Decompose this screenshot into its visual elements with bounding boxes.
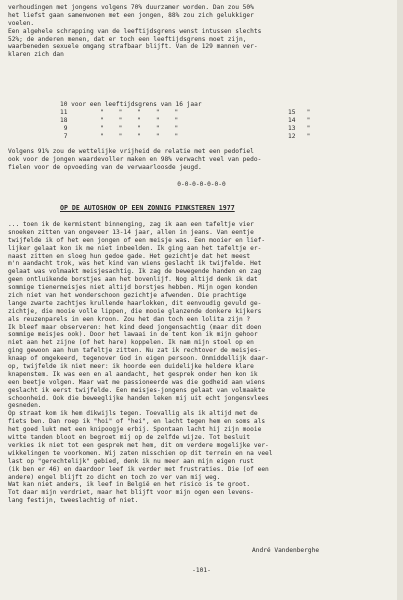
text-line: lijker gelaat kon ik me niet inbeelden. Ik ging aan het tafeltje er- xyxy=(8,244,262,252)
age-table-row xyxy=(60,125,390,133)
ditto-marks: " " " " " xyxy=(100,132,227,140)
text-line: een beetje volgen. Maar wat me passioneerde was die godheid aan wiens xyxy=(8,378,266,386)
text-line: lang festijn, tweeslachtig of niet. xyxy=(8,497,139,505)
section-separator: 0-0-0-0-0-0-0 xyxy=(177,181,226,188)
text-line: ook voor de jongen waardevoller maken en 98% verwacht veel van pedo- xyxy=(8,155,262,163)
text-line: ging gewoon aan hun tafeltje zitten. Nu zat ik rechtover de meisjes- xyxy=(8,347,262,355)
article-title: OP DE AUTOSHOW OP EEN ZONNIG PINKSTEREN 1977 xyxy=(60,204,235,212)
ditto-mark: " xyxy=(295,116,311,124)
text-line: sommige tienermeisjes niet altijd borstjes hebben. Mijn ogen konden xyxy=(8,284,258,292)
text-line: Op straat kom ik hem dikwijls tegen. Toevallig als ik altijd met de xyxy=(8,410,258,418)
age-table xyxy=(60,101,390,140)
ditto-marks: " " " " " xyxy=(100,108,227,116)
text-line: gelaat was volmaakt meisjesachtig. Ik zag de bewegende handen en zag xyxy=(8,268,262,276)
ditto-mark: " xyxy=(295,108,311,116)
age-table-row xyxy=(60,133,390,141)
age-table-count: 7 xyxy=(60,132,68,140)
text-line: 52%; de anderen menen, dat er toch een leeftijdsgrens moet zijn, xyxy=(8,35,247,43)
age-table-header xyxy=(60,101,390,109)
age-table-count: 18 xyxy=(60,116,68,124)
text-line: het goed lukt met een knipoogje erbij. Spontaan lacht hij zijn mooie xyxy=(8,426,262,434)
text-line: Volgens 91% zou de wettelijke vrijheid de relatie met een pedofiel xyxy=(8,148,254,155)
text-line: gesneden. xyxy=(8,402,42,410)
page-number: -101- xyxy=(192,567,211,574)
text-line: het liefst gaan samenwonen met een jongen, 88% zou zich gelukkiger xyxy=(8,11,254,19)
text-line: op, twijfelde ik niet meer: ik hoorde een duidelijke heldere klare xyxy=(8,363,254,371)
age-table-age: 15 xyxy=(288,108,296,116)
age-table-header-text: 10 voor een leeftijdsgrens van 16 jaar xyxy=(60,101,202,108)
text-line: last op "gerechtelijk" gebied, denk ik nu meer aan mijn eigen rust xyxy=(8,457,254,465)
age-table-age: 13 xyxy=(288,124,296,132)
age-table-count: 11 xyxy=(60,108,68,116)
text-line: Wat kan niet anders, ik leef in België en het risico is te groot. xyxy=(8,481,251,489)
age-table-row xyxy=(60,117,390,125)
age-table-row xyxy=(60,109,390,117)
text-line: niet aan het zijne (of het hare) koppelen. Ik nam mijn stoel op en xyxy=(8,339,254,347)
text-line: fielen voor de opvoeding van de verwaarloosde jeugd. xyxy=(8,163,202,171)
text-line: waarbeneden sexuele omgang strafbaar blijft. Van de 129 mannen ver- xyxy=(8,43,258,51)
text-line: lange zwarte zachtjes krullende haarlokken, dit eenvoudig gevuld ge- xyxy=(8,299,262,307)
text-line: geen ontluikende borstjes aan het bovenlijf. Nog altijd denk ik dat xyxy=(8,276,258,284)
text-line: witte tanden bloot en begroet mij op de zelfde wijze. Tot besluit xyxy=(8,434,251,442)
age-table-count: 9 xyxy=(60,124,68,132)
text-line: geslacht ik eerst twijfelde. Een meisjes-jongens gelaat van volmaakte xyxy=(8,386,266,394)
intro-text xyxy=(8,4,388,59)
text-line: knaap of omgekeerd, tegenover God in eigen persoon. Onmiddellijk daar- xyxy=(8,355,269,363)
ditto-marks: " " " " " xyxy=(100,116,227,124)
text-line: andere) engel blijft zo dicht en toch zo ver van mij weg. xyxy=(8,473,221,481)
ditto-mark: " xyxy=(295,124,311,132)
age-table-age: 14 xyxy=(288,116,296,124)
text-line: m'n aandacht trok, was het kind van wiens geslacht ik twijfelde. Het xyxy=(8,260,262,268)
ditto-marks: " " " " " xyxy=(100,124,227,132)
text-line: ... toen ik de kermistent binnenging, zag ik aan een tafeltje vier xyxy=(8,221,254,228)
text-line: verhoudingen met jongens volgens 70% duurzamer worden. Dan zou 50% xyxy=(8,4,254,11)
author-signature: André Vandenberghe xyxy=(252,547,320,554)
text-line: (ik ben er 46) en daardoor leef ik verder met frustraties. Die (of een xyxy=(8,465,269,473)
text-line: Ik bleef maar observeren: het kind deed jongensachtig (maar dit doen xyxy=(8,323,262,331)
text-line: zich niet van het wonderschoon gezichtje afwenden. Die prachtige xyxy=(8,292,247,300)
text-line: knapenstem. Ik was een en al aandacht, het gesprek onder hen kon ik xyxy=(8,370,258,378)
text-line: verkies ik niet tot een gesprek met hem, dit om verdere mogelijke ver- xyxy=(8,441,269,449)
text-line: twijfelde ik of het een jongen of een meisje was. Een mooier en lief- xyxy=(8,236,266,244)
ditto-mark: " xyxy=(295,132,311,140)
text-line: Een algehele schrapping van de leeftijdsgrens wenst intussen slechts xyxy=(8,27,262,35)
text-line: schoonheid. Ook die beweeglijke handen leken mij uit echt jongensvlees xyxy=(8,394,269,402)
text-line: wikkelingen te voorkomen. Wij zaten misschien op dit terrein en na veel xyxy=(8,449,273,457)
closing-text xyxy=(8,148,388,172)
text-line: klaren zich dan xyxy=(8,51,64,59)
text-line: fiets ben. Dan roep ik "hoi" of "hei", en lacht tegen hem en soms als xyxy=(8,418,266,426)
text-line: zichtje, die mooie volle lippen, die mooie glanzende donkere kijkers xyxy=(8,307,262,315)
article-body xyxy=(8,221,388,505)
text-line: naast zitten en sloeg hun gedoe gade. Het gezichtje dat het meest xyxy=(8,252,251,260)
page-edge-shadow xyxy=(397,0,403,600)
age-table-age: 12 xyxy=(288,132,296,140)
text-line: voelen. xyxy=(8,19,35,27)
text-line: snoeken zitten van ongeveer 13-14 jaar, allen in jeans. Van eentje xyxy=(8,228,254,236)
text-line: Tot daar mijn verdriet, maar het blijft voor mijn ogen een levens- xyxy=(8,489,254,497)
text-line: als reuzenparels in een kroon. Zou het dan toch een lolita zijn ? xyxy=(8,315,251,323)
text-line: sommige meisjes ook). Door het lawaai in de tent kon ik mijn gehoor xyxy=(8,331,258,339)
